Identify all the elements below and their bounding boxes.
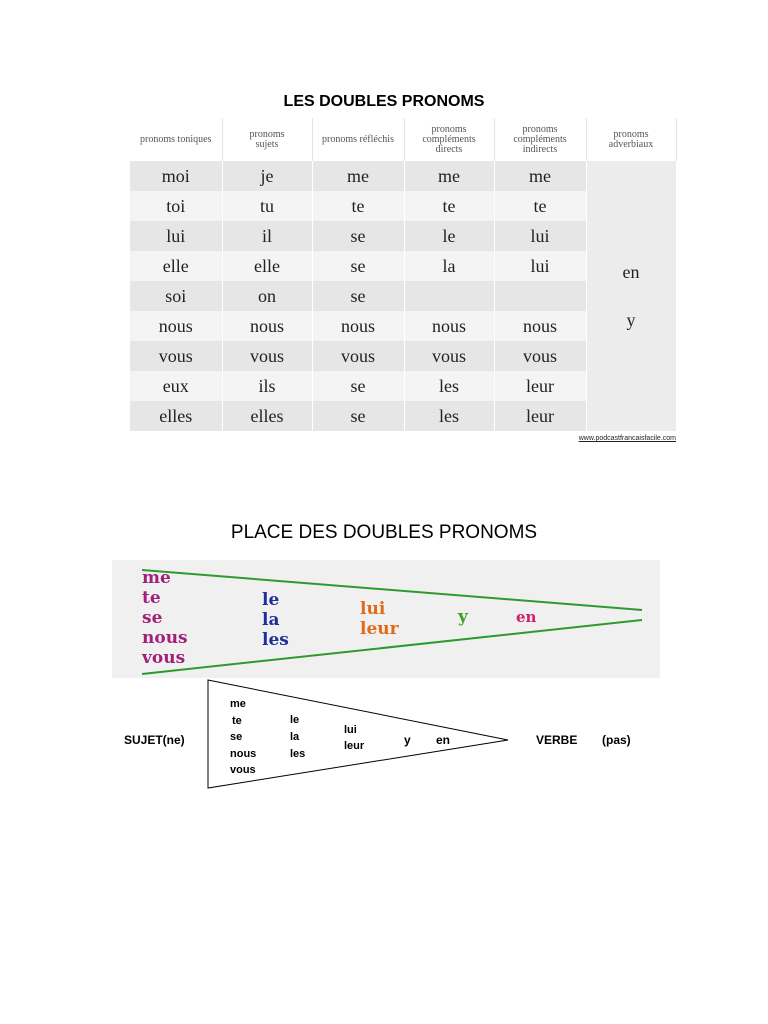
table-cell: se — [312, 251, 404, 281]
table-cell: les — [404, 401, 494, 431]
diagram2-group1-word: nous — [230, 747, 257, 760]
diagram1-group2-word: les — [262, 630, 289, 650]
pronoun-table — [130, 118, 676, 431]
plain-funnel-diagram — [112, 678, 672, 790]
adverbial-pronoun: en — [622, 262, 640, 282]
column-header: pronoms toniques — [130, 118, 222, 161]
diagram2-group2-word: la — [290, 731, 300, 743]
table-cell: leur — [494, 371, 586, 401]
table-cell: elles — [222, 401, 312, 431]
table-cell: tu — [222, 191, 312, 221]
column-header: pronoms réfléchis — [312, 118, 404, 161]
diagram1-group3-word: lui — [360, 599, 386, 619]
diagram2-group3-word: lui — [344, 724, 357, 736]
table-cell: me — [494, 161, 586, 191]
table-cell: vous — [312, 341, 404, 371]
table-cell: lui — [130, 221, 222, 251]
table-cell: te — [494, 191, 586, 221]
diagram2-group1-word: me — [230, 698, 246, 710]
table-cell: je — [222, 161, 312, 191]
diagram1-group1-word: vous — [142, 648, 186, 668]
table-cell: vous — [404, 341, 494, 371]
verb-label: VERBE — [536, 733, 578, 747]
table-cell — [404, 281, 494, 311]
table-cell: moi — [130, 161, 222, 191]
negation-label: (pas) — [602, 733, 631, 747]
source-credit[interactable]: www.podcastfrancaisfacile.com — [578, 435, 676, 442]
table-cell: lui — [494, 251, 586, 281]
diagram2-group1-word: vous — [230, 764, 256, 776]
diagram2-group2-word: les — [290, 748, 306, 760]
table-cell: te — [312, 191, 404, 221]
diagram1-y: y — [458, 607, 468, 627]
table-cell: me — [404, 161, 494, 191]
table-cell: leur — [494, 401, 586, 431]
diagram2-group2-word: le — [290, 714, 300, 726]
table-cell: la — [404, 251, 494, 281]
diagram1-group1-word: se — [142, 608, 163, 628]
table-cell: eux — [130, 371, 222, 401]
table-cell: nous — [404, 311, 494, 341]
diagram1-group2-word: le — [262, 590, 280, 610]
diagram1-group1-word: te — [142, 588, 161, 608]
table-cell: se — [312, 221, 404, 251]
table-cell: on — [222, 281, 312, 311]
table-cell: soi — [130, 281, 222, 311]
diagram1-group2-word: la — [262, 610, 280, 630]
diagram1-group3-word: leur — [360, 619, 399, 639]
table-cell: se — [312, 371, 404, 401]
funnel-outline — [112, 678, 672, 790]
table-cell: nous — [130, 311, 222, 341]
table-cell: me — [312, 161, 404, 191]
column-header: pronoms compléments directs — [404, 118, 494, 161]
table-cell — [494, 281, 586, 311]
table-cell: nous — [222, 311, 312, 341]
table-cell: vous — [494, 341, 586, 371]
colored-funnel-diagram — [112, 560, 660, 678]
diagram2-group1-word: te — [232, 714, 242, 727]
diagram1-en: en — [516, 608, 537, 626]
column-header: pronoms adverbiaux — [586, 118, 676, 161]
table-cell: nous — [494, 311, 586, 341]
table-cell: ils — [222, 371, 312, 401]
diagram1-group1-word: me — [142, 568, 171, 588]
table-cell: lui — [494, 221, 586, 251]
page-title: LES DOUBLES PRONOMS — [283, 93, 485, 110]
table-cell: te — [404, 191, 494, 221]
table-cell: le — [404, 221, 494, 251]
diagram1-group1-word: nous — [142, 628, 188, 648]
table-cell: elles — [130, 401, 222, 431]
diagram2-en: en — [436, 733, 451, 747]
table-cell: elle — [222, 251, 312, 281]
table-cell: il — [222, 221, 312, 251]
adverbial-pronoun: y — [626, 310, 636, 330]
diagram2-group1-word: se — [230, 731, 243, 743]
column-header: pronoms compléments indirects — [494, 118, 586, 161]
table-cell: se — [312, 401, 404, 431]
column-header: pronoms sujets — [222, 118, 312, 161]
table-header-row — [130, 118, 676, 161]
table-cell: toi — [130, 191, 222, 221]
table-cell: nous — [312, 311, 404, 341]
table-cell: elle — [130, 251, 222, 281]
diagram2-group3-word: leur — [344, 740, 365, 752]
table-cell: vous — [222, 341, 312, 371]
table-cell: vous — [130, 341, 222, 371]
funnel-top-line — [142, 570, 642, 610]
subject-label: SUJET(ne) — [124, 733, 185, 747]
table-cell: se — [312, 281, 404, 311]
diagram2-y: y — [404, 733, 411, 747]
section-title: PLACE DES DOUBLES PRONOMS — [230, 522, 538, 543]
adverbial-pronouns-cell — [586, 161, 676, 431]
table-row — [130, 161, 676, 191]
table-cell: les — [404, 371, 494, 401]
